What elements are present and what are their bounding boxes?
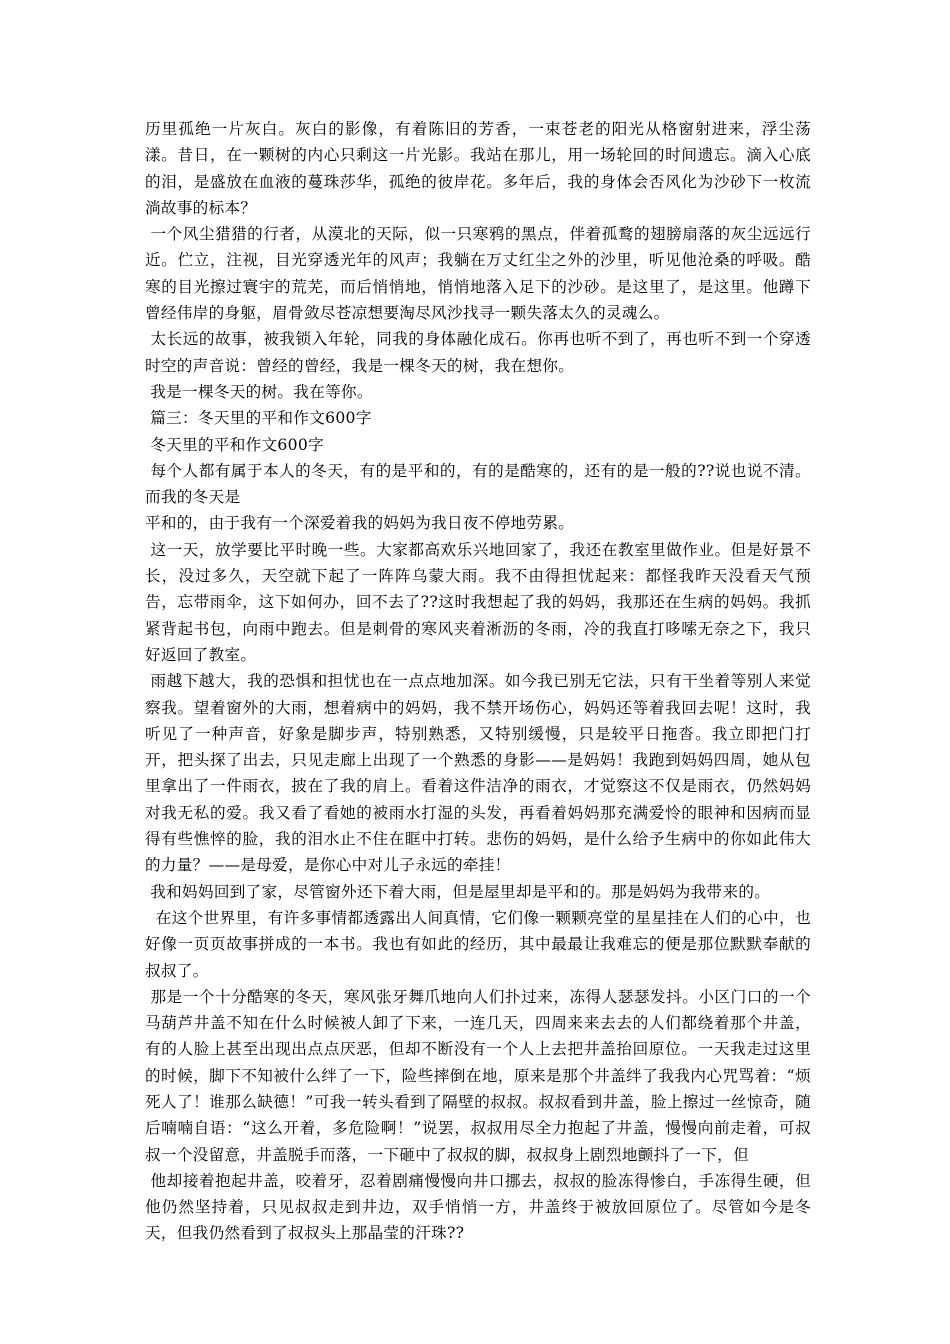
paragraph: 这一天，放学要比平时晚一些。大家都高欢乐兴地回家了，我还在教室里做作业。但是好景不长，没过多久，天空就下起了一阵阵乌蒙大雨。我不由得担忧起来：都怪我昨天没看天气预告，忘带雨伞，这下如何办，回不去了??这时我想起了我的妈妈，我那还在生病的妈妈。我抓紧背起书包，向雨中跑去。但是刺骨的寒风夹着淅沥的冬雨，冷的我直打哆嗦无奈之下，我只好返回了教室。 <box>145 540 811 664</box>
paragraph: 我和妈妈回到了家，尽管窗外还下着大雨，但是屋里却是平和的。那是妈妈为我带来的。 <box>145 882 771 901</box>
paragraph: 平和的，由于我有一个深爱着我的妈妈为我日夜不停地劳累。 <box>145 514 575 533</box>
article-title: 冬天里的平和作文600字 <box>145 435 324 454</box>
paragraph: 我是一棵冬天的树。我在等你。 <box>145 382 373 401</box>
paragraph: 历里孤绝一片灰白。灰白的影像，有着陈旧的芳香，一束苍老的阳光从格窗射进来，浮尘荡漾。昔日，在一颗树的内心只剩这一片光影。我站在那儿，用一场轮回的时间遗忘。滴入心底的泪，是盛放在血液的蔓珠莎华，孤绝的彼岸花。多年后，我的身体会否风化为沙砂下一枚流淌故事的标本？ <box>145 120 811 217</box>
paragraph: 太长远的故事，被我锁入年轮，同我的身体融化成石。你再也听不到了，再也听不到一个穿透时空的声音说：曾经的曾经，我是一棵冬天的树，我在想你。 <box>145 330 811 375</box>
paragraph: 一个风尘猎猎的行者，从漠北的天际，似一只寒鸦的黑点，伴着孤鹜的翅膀扇落的灰尘远远行近。伫立，注视，目光穿透光年的风声；我躺在万丈红尘之外的沙里，听见他沧桑的呼吸。酷寒的目光擦过寰宇的荒芜，而后悄悄地，悄悄地落入足下的沙砂。是这里了，是这里。他蹲下曾经伟岸的身躯，眉骨敛尽苍凉想要淘尽风沙找寻一颗失落太久的灵魂么。 <box>145 225 811 323</box>
paragraph: 在这个世界里，有许多事情都透露出人间真情，它们像一颗颗亮堂的星星挂在人们的心中，也好像一页页故事拼成的一本书。我也有如此的经历，其中最最让我难忘的便是那位默默奉献的叔叔了。 <box>145 908 811 980</box>
paragraph: 雨越下越大，我的恐惧和担忧也在一点点地加深。如今我已别无它法，只有干坐着等别人来觉察我。望着窗外的大雨，想着病中的妈妈，我不禁开场伤心，妈妈还等着我回去呢！这时，我听见了一种声音，好象是脚步声，特别熟悉，又特别缓慢，只是较平日拖沓。我立即把门打开，把头探了出去，只见走廊上出现了一个熟悉的身影——是妈妈！我跑到妈妈四周，她从包里拿出了一件雨衣，披在了我的肩上。看着这件洁净的雨衣，才觉察这不仅是雨衣，仍然妈妈对我无私的爱。我又看了看她的被雨水打湿的头发，再看着妈妈那充满爱怜的眼神和因病而显得有些憔悴的脸，我的泪水止不住在眶中打转。悲伤的妈妈，是什么给予生病中的你如此伟大的力量？——是母爱，是你心中对儿子永远的牵挂！ <box>145 672 811 875</box>
paragraph: 那是一个十分酷寒的冬天，寒风张牙舞爪地向人们扑过来，冻得人瑟瑟发抖。小区门口的一个马葫芦井盖不知在什么时候被人卸了下来，一连几天，四周来来去去的人们都绕着那个井盖，有的人脸上甚至出现出点点厌恶，但却不断没有一个人上去把井盖抬回原位。一天我走过这里的时候，脚下不知被什么绊了一下，险些摔倒在地，原来是那个井盖绊了我我内心咒骂着：“烦死人了！谁那么缺德！”可我一转头看到了隔壁的叔叔。叔叔看到井盖，脸上擦过一丝惊奇，随后喃喃自语：“这么开着，多危险啊！”说罢，叔叔用尽全力抱起了井盖，慢慢向前走着，可叔叔一个没留意，井盖脱手而落，一下砸中了叔叔的脚，叔叔身上剧烈地颤抖了一下，但 <box>145 987 811 1164</box>
section-heading: 篇三：冬天里的平和作文600字 <box>145 409 372 428</box>
paragraph: 他却接着抱起井盖，咬着牙，忍着剧痛慢慢向井口挪去，叔叔的脸冻得惨白，手冻得生硬，但他仍然坚持着，只见叔叔走到井边，双手悄悄一方，井盖终于被放回原位了。尽管如今是冬天，但我仍然看到了叔叔头上那晶莹的汗珠?? <box>145 1171 811 1243</box>
paragraph: 每个人都有属于本人的冬天，有的是平和的，有的是酷寒的，还有的是一般的??说也说不清。而我的冬天是 <box>145 461 811 507</box>
document-body <box>145 116 811 1247</box>
